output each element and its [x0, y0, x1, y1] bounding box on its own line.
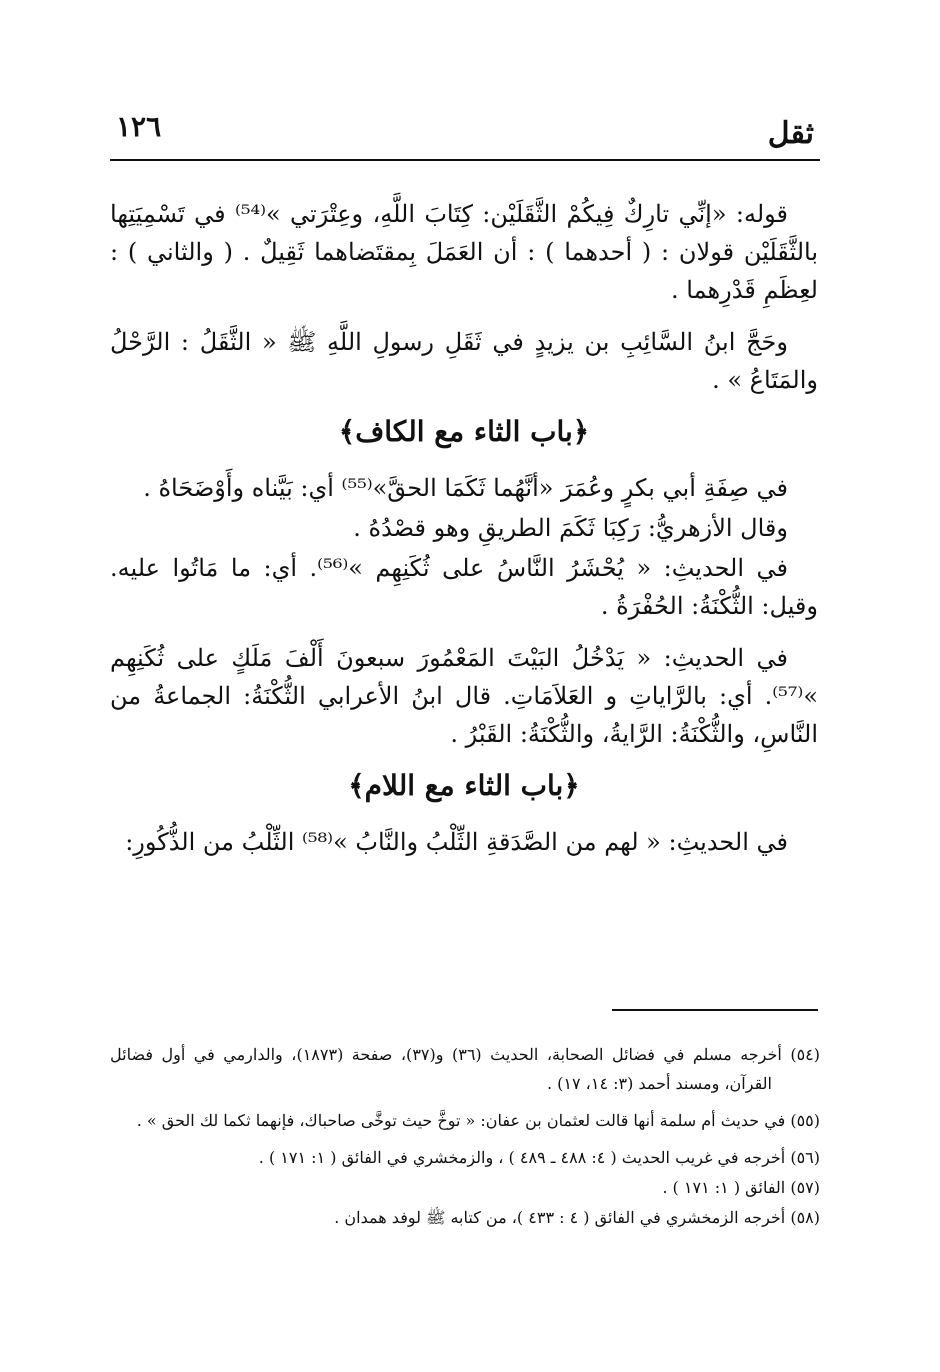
- paragraph-thaqal-hajj: وحَجَّ ابنُ السَّائِبِ بن يزيدٍ في ثَقَلِ رسولِ اللَّهِ ﷺ « الثَّقَلُ : الرَّحْلُ والمَتَاعُ » .: [110, 328, 818, 394]
- footnote-55: (٥٥) في حديث أم سلمة أنها قالت لعثمان بن عفان: « توخَّ حيث توخَّى صاحباك، فإنهما ثكما لك الحق » .: [136, 1111, 820, 1130]
- paragraph-bayt-mamur: في الحديثِ: « يَدْخُلُ البَيْتَ المَعْمُورَ سبعونَ أَلْفَ مَلَكٍ على ثُكَنِهِم »⁽⁵⁷⁾. أي: بالرَّاياتِ و العَلاَمَاتِ. قال ابنُ الأعرابي الثُّكْنَةُ: الجماعةُ من النَّاسِ، والثُّكْنَةُ: الرَّايةُ، والثُّكْنَةُ: القَبْرُ .: [110, 644, 818, 748]
- page-header: [110, 108, 820, 154]
- footnote-56: (٥٦) أخرجه في غريب الحديث ( ٤: ٤٨٨ ـ ٤٨٩ ) ، والزمخشري في الفائق ( ١: ١٧١ ) .: [258, 1148, 820, 1167]
- running-head-word: ثقل: [767, 116, 814, 151]
- footnotes: [110, 1040, 820, 1240]
- footnote-58: (٥٨) أخرجه الزمخشري في الفائق ( ٤ : ٤٣٣ )، من كتابه ﷺ لوفد همدان .: [334, 1208, 820, 1227]
- paragraph-thukanihim: في الحديثِ: « يُحْشَرُ النَّاسُ على ثُكَنِهِم »⁽⁵⁶⁾. أي: ما مَاتُوا عليه. وقيل: الثُّكْنَةُ: الحُفْرَةُ .: [110, 554, 818, 620]
- section-heading-tha-kaf: ﴿باب الثاء مع الكاف﴾: [338, 415, 590, 448]
- page-number: ١٢٦: [116, 110, 162, 143]
- paragraph-thaqalayn: قوله: «إنِّي تارِكٌ فِيكُمْ الثَّقَلَيْن: كِتَابَ اللَّهِ، وعِتْرَتي »⁽⁵⁴⁾ في تَسْمِيَتِها بالثَّقَلَيْن قولان : ( أحدهما ) : أن العَمَلَ بِمقتَضاهما ثَقِيلٌ . ( والثاني ) : لعِظَمِ قَدْرِهما .: [110, 200, 818, 304]
- footnote-54: (٥٤) أخرجه مسلم في فضائل الصحابة، الحديث (٣٦) و(٣٧)، صفحة (١٨٧٣)، والدارمي في أول فضائل القرآن، ومسند أحمد (٣: ١٤، ١٧) .: [110, 1045, 821, 1093]
- paragraph-thakama: في صِفَةِ أبي بكرٍ وعُمَرَ «أنَّهُما ثَكَمَا الحقَّ»⁽⁵⁵⁾ أي: بَيَّناه وأَوْضَحَاهُ .: [143, 474, 788, 502]
- section-heading-tha-lam: ﴿باب الثاء مع اللام﴾: [348, 769, 580, 802]
- paragraph-azhari: وقال الأزهريُّ: رَكِبَا ثَكَمَ الطريقِ وهو قصْدُهُ .: [353, 514, 788, 542]
- main-text: [110, 195, 818, 875]
- header-rule: [110, 159, 820, 161]
- footnote-57: (٥٧) الفائق ( ١: ١٧١ ) .: [662, 1178, 820, 1197]
- paragraph-thilb: في الحديثِ: « لهم من الصَّدَقةِ الثِّلْبُ والنَّابُ »⁽⁵⁸⁾ الثِّلْبُ من الذُّكُورِ:: [125, 828, 788, 856]
- footnote-separator: [612, 1009, 818, 1011]
